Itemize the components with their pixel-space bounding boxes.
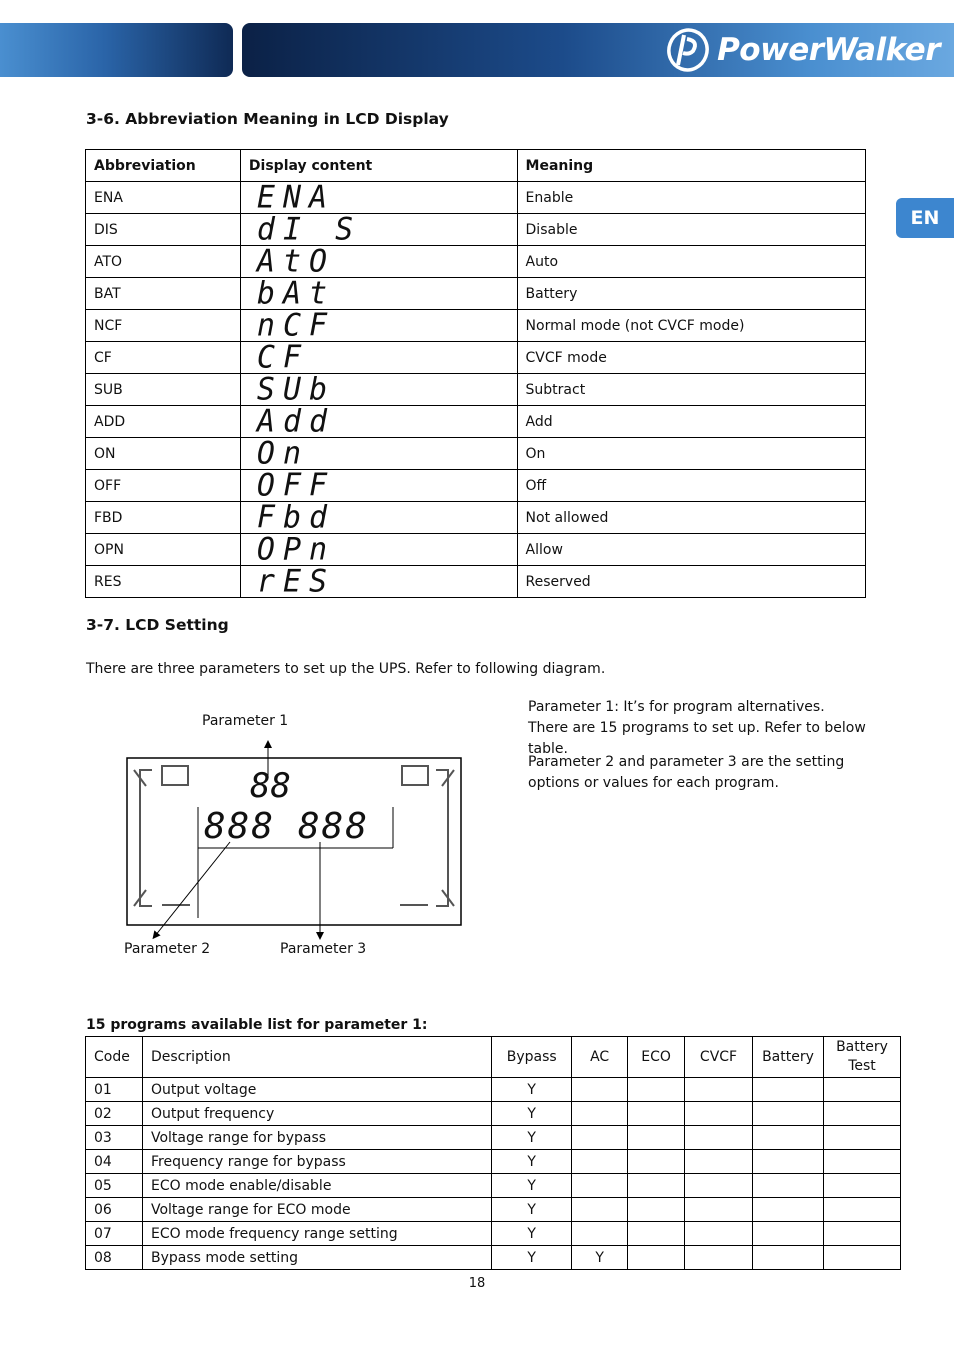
- parameter-1-label: Parameter 1: [202, 713, 289, 729]
- code-cell: 02: [86, 1102, 143, 1126]
- description-cell: Frequency range for bypass: [142, 1150, 491, 1174]
- battery-cell: [753, 1198, 824, 1222]
- table-row: [86, 342, 866, 374]
- header-bar-left: [0, 23, 233, 77]
- table-row: [86, 214, 866, 246]
- meaning-cell: On: [517, 438, 865, 470]
- eco-cell: [628, 1198, 685, 1222]
- parameter-2-label: Parameter 2: [124, 941, 211, 957]
- column-header: AC: [572, 1037, 628, 1078]
- section-title-abbreviations: 3-6. Abbreviation Meaning in LCD Display: [86, 110, 449, 128]
- code-cell: 01: [86, 1078, 143, 1102]
- ac-cell: [572, 1150, 628, 1174]
- table-row: [86, 1198, 901, 1222]
- battery-cell: [753, 1078, 824, 1102]
- code-cell: 03: [86, 1126, 143, 1150]
- cvcf-cell: [685, 1174, 753, 1198]
- lcd-glyphs: dI S: [256, 210, 362, 248]
- lcd-parameter-2-digits: 888: [204, 806, 276, 847]
- table-row: [86, 374, 866, 406]
- table-row: [86, 1222, 901, 1246]
- lcd-parameter-1-digits: 88: [250, 766, 291, 806]
- battery-cell: [753, 1150, 824, 1174]
- bypass-cell: Y: [492, 1102, 572, 1126]
- battery-test-cell: [823, 1126, 900, 1150]
- bypass-cell: Y: [492, 1198, 572, 1222]
- lcd-display-cell: [240, 242, 517, 280]
- abbreviation-cell: ON: [86, 438, 241, 470]
- abbreviation-cell: ENA: [86, 182, 241, 214]
- battery-cell: [753, 1246, 824, 1270]
- intro-text: There are three parameters to set up the UPS. Refer to following diagram.: [86, 661, 606, 677]
- table-header-row: [86, 150, 866, 182]
- lcd-display-cell: [240, 210, 517, 248]
- column-header: ECO: [628, 1037, 685, 1078]
- lcd-glyphs: AtO: [256, 242, 336, 280]
- lcd-glyphs: rES: [256, 562, 336, 600]
- cvcf-cell: [685, 1078, 753, 1102]
- lcd-glyphs: SUb: [256, 370, 336, 408]
- abbreviation-cell: RES: [86, 566, 241, 598]
- lcd-glyphs: bAt: [256, 274, 336, 312]
- table-row: [86, 1150, 901, 1174]
- meaning-cell: Allow: [517, 534, 865, 566]
- meaning-cell: Reserved: [517, 566, 865, 598]
- meaning-cell: Auto: [517, 246, 865, 278]
- bypass-cell: Y: [492, 1150, 572, 1174]
- parameter-1-description: Parameter 1: It’s for program alternatives. There are 15 programs to set up. Refer to below table.: [528, 699, 866, 757]
- column-header: Abbreviation: [86, 150, 241, 182]
- abbreviation-cell: BAT: [86, 278, 241, 310]
- language-tab-en[interactable]: EN: [896, 198, 954, 238]
- cvcf-cell: [685, 1102, 753, 1126]
- table-row: [86, 278, 866, 310]
- lcd-parameter-3-digits: 888: [298, 806, 370, 847]
- description-cell: Voltage range for bypass: [142, 1126, 491, 1150]
- lcd-display-cell: [240, 274, 517, 312]
- meaning-cell: Not allowed: [517, 502, 865, 534]
- table-header-row: [86, 1037, 901, 1078]
- battery-test-cell: [823, 1078, 900, 1102]
- cvcf-cell: [685, 1222, 753, 1246]
- parameter-2-3-description: Parameter 2 and parameter 3 are the setting options or values for each program.: [528, 754, 845, 791]
- parameter-3-label: Parameter 3: [280, 941, 367, 957]
- brand-logo: [665, 27, 940, 73]
- eco-cell: [628, 1150, 685, 1174]
- battery-cell: [753, 1126, 824, 1150]
- meaning-cell: Add: [517, 406, 865, 438]
- eco-cell: [628, 1078, 685, 1102]
- cvcf-cell: [685, 1150, 753, 1174]
- battery-test-cell: [823, 1222, 900, 1246]
- table-row: [86, 406, 866, 438]
- battery-test-cell: [823, 1246, 900, 1270]
- bypass-cell: Y: [492, 1126, 572, 1150]
- lcd-glyphs: On: [256, 434, 310, 472]
- table-row: [86, 470, 866, 502]
- eco-cell: [628, 1174, 685, 1198]
- description-cell: ECO mode enable/disable: [142, 1174, 491, 1198]
- column-header: Description: [142, 1037, 491, 1078]
- brand-name: PowerWalker: [717, 32, 940, 68]
- lcd-glyphs: ENA: [256, 178, 336, 216]
- column-header: Meaning: [517, 150, 865, 182]
- battery-cell: [753, 1222, 824, 1246]
- abbreviation-cell: CF: [86, 342, 241, 374]
- abbreviation-cell: ADD: [86, 406, 241, 438]
- battery-cell: [753, 1102, 824, 1126]
- table-row: [86, 1102, 901, 1126]
- battery-cell: [753, 1174, 824, 1198]
- bypass-cell: Y: [492, 1078, 572, 1102]
- ac-cell: [572, 1174, 628, 1198]
- description-cell: Output voltage: [142, 1078, 491, 1102]
- brand-logo-icon: [665, 27, 711, 73]
- section-title-lcd-setting: 3-7. LCD Setting: [86, 616, 229, 634]
- battery-test-cell: [823, 1198, 900, 1222]
- meaning-cell: Subtract: [517, 374, 865, 406]
- ac-cell: [572, 1102, 628, 1126]
- lcd-display-cell: [240, 306, 517, 344]
- ac-cell: [572, 1078, 628, 1102]
- code-cell: 05: [86, 1174, 143, 1198]
- lcd-glyphs: OPn: [256, 530, 336, 568]
- meaning-cell: Enable: [517, 182, 865, 214]
- table-row: [86, 310, 866, 342]
- abbreviation-cell: NCF: [86, 310, 241, 342]
- page-number: 18: [468, 1276, 486, 1291]
- table-row: [86, 1246, 901, 1270]
- description-cell: Output frequency: [142, 1102, 491, 1126]
- code-cell: 06: [86, 1198, 143, 1222]
- battery-test-cell: [823, 1174, 900, 1198]
- lcd-glyphs: CF: [256, 338, 310, 376]
- lcd-glyphs: OFF: [256, 466, 336, 504]
- lcd-display-cell: [240, 466, 517, 504]
- eco-cell: [628, 1246, 685, 1270]
- lcd-glyphs: Fbd: [256, 498, 336, 536]
- abbreviation-cell: OPN: [86, 534, 241, 566]
- lcd-display-cell: [240, 370, 517, 408]
- lcd-display-cell: [240, 530, 517, 568]
- code-cell: 08: [86, 1246, 143, 1270]
- meaning-cell: Disable: [517, 214, 865, 246]
- lcd-diagram: [110, 730, 490, 970]
- programs-table: [85, 1036, 901, 1270]
- abbreviation-table: [85, 149, 866, 598]
- meaning-cell: Battery: [517, 278, 865, 310]
- bypass-cell: Y: [492, 1246, 572, 1270]
- eco-cell: [628, 1102, 685, 1126]
- meaning-cell: Normal mode (not CVCF mode): [517, 310, 865, 342]
- description-cell: Bypass mode setting: [142, 1246, 491, 1270]
- abbreviation-cell: FBD: [86, 502, 241, 534]
- ac-cell: Y: [572, 1246, 628, 1270]
- lcd-display-cell: [240, 338, 517, 376]
- abbreviation-cell: SUB: [86, 374, 241, 406]
- cvcf-cell: [685, 1246, 753, 1270]
- column-header: Code: [86, 1037, 143, 1078]
- lcd-display-cell: [240, 402, 517, 440]
- column-header: Bypass: [492, 1037, 572, 1078]
- description-cell: ECO mode frequency range setting: [142, 1222, 491, 1246]
- table-row: [86, 1078, 901, 1102]
- eco-cell: [628, 1222, 685, 1246]
- column-header: Display content: [240, 150, 517, 182]
- meaning-cell: CVCF mode: [517, 342, 865, 374]
- table-row: [86, 502, 866, 534]
- abbreviation-cell: ATO: [86, 246, 241, 278]
- battery-test-cell: [823, 1102, 900, 1126]
- lcd-display-cell: [240, 178, 517, 216]
- eco-cell: [628, 1126, 685, 1150]
- meaning-cell: Off: [517, 470, 865, 502]
- description-cell: Voltage range for ECO mode: [142, 1198, 491, 1222]
- cvcf-cell: [685, 1126, 753, 1150]
- lcd-display-cell: [240, 434, 517, 472]
- table-row: [86, 534, 866, 566]
- ac-cell: [572, 1126, 628, 1150]
- bypass-cell: Y: [492, 1174, 572, 1198]
- battery-test-cell: [823, 1150, 900, 1174]
- table-row: [86, 566, 866, 598]
- lcd-glyphs: nCF: [256, 306, 336, 344]
- table-row: [86, 1174, 901, 1198]
- cvcf-cell: [685, 1198, 753, 1222]
- table-row: [86, 246, 866, 278]
- lcd-display-cell: [240, 498, 517, 536]
- column-header: Battery Test: [823, 1037, 900, 1078]
- column-header: CVCF: [685, 1037, 753, 1078]
- abbreviation-cell: DIS: [86, 214, 241, 246]
- code-cell: 07: [86, 1222, 143, 1246]
- ac-cell: [572, 1198, 628, 1222]
- lcd-display-cell: [240, 562, 517, 600]
- bypass-cell: Y: [492, 1222, 572, 1246]
- ac-cell: [572, 1222, 628, 1246]
- lcd-glyphs: Add: [256, 402, 336, 440]
- code-cell: 04: [86, 1150, 143, 1174]
- table-row: [86, 182, 866, 214]
- column-header: Battery: [753, 1037, 824, 1078]
- table-row: [86, 438, 866, 470]
- table-row: [86, 1126, 901, 1150]
- abbreviation-cell: OFF: [86, 470, 241, 502]
- programs-list-title: 15 programs available list for parameter 1:: [86, 1017, 428, 1033]
